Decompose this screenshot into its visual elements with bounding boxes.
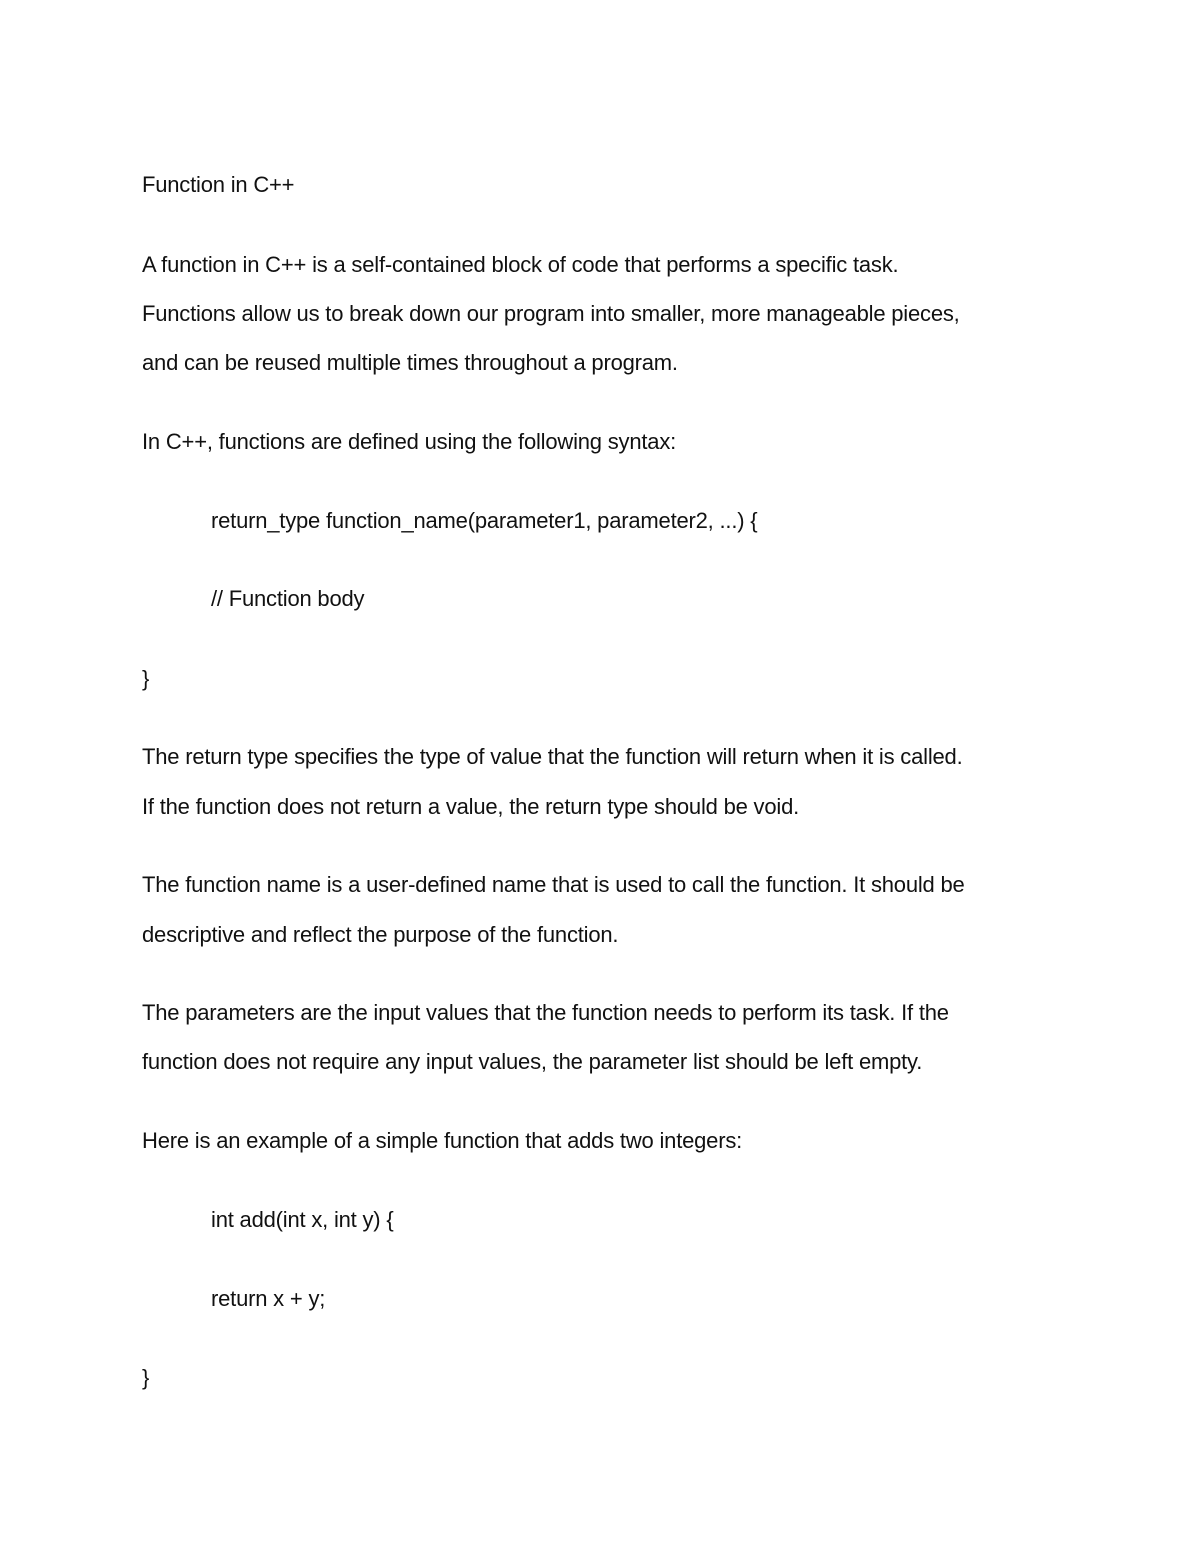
example-code-signature: int add(int x, int y) { — [211, 1207, 394, 1232]
document-title: Function in C++ — [142, 172, 295, 197]
syntax-code-closing-brace: } — [142, 666, 150, 691]
example-intro: Here is an example of a simple function that adds two integers: — [142, 1128, 743, 1153]
intro-line-1: A function in C++ is a self-contained block of code that performs a specific task. — [142, 252, 899, 277]
example-code-return: return x + y; — [211, 1286, 326, 1311]
parameters-line-1: The parameters are the input values that the function needs to perform its task. If the — [142, 1000, 949, 1025]
function-name-line-1: The function name is a user-defined name that is used to call the function. It should be — [142, 872, 965, 897]
syntax-code-comment: // Function body — [211, 586, 365, 611]
return-type-line-1: The return type specifies the type of value that the function will return when it is called. — [142, 744, 963, 769]
syntax-code-signature: return_type function_name(parameter1, parameter2, ...) { — [211, 508, 758, 533]
example-code-closing-brace: } — [142, 1365, 150, 1390]
intro-line-2: Functions allow us to break down our program into smaller, more manageable pieces, — [142, 301, 960, 326]
parameters-line-2: function does not require any input values, the parameter list should be left empty. — [142, 1049, 923, 1074]
function-name-line-2: descriptive and reflect the purpose of the function. — [142, 922, 619, 947]
intro-line-3: and can be reused multiple times throughout a program. — [142, 350, 678, 375]
syntax-intro: In C++, functions are defined using the following syntax: — [142, 429, 677, 454]
return-type-line-2: If the function does not return a value, the return type should be void. — [142, 794, 800, 819]
